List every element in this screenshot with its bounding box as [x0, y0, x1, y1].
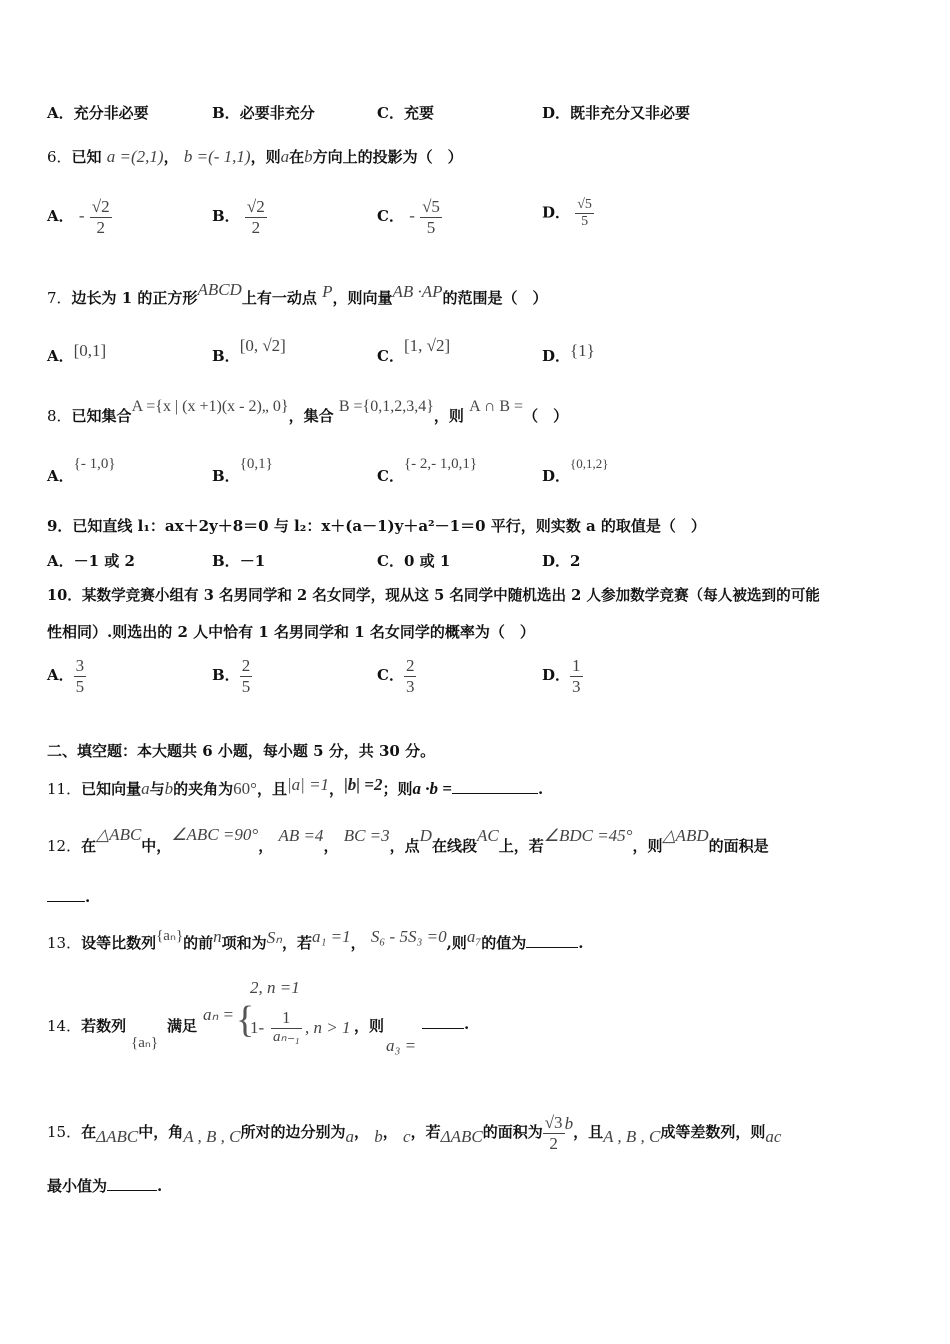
numerator: 3	[75, 656, 85, 675]
numerator: √2	[246, 197, 265, 216]
option-label: D．	[542, 347, 571, 365]
answer-blank[interactable]	[422, 1028, 464, 1029]
q9-option-c[interactable]	[377, 550, 450, 571]
option-value: [1, √2]	[403, 336, 451, 355]
q8-math: A ∩ B =	[469, 398, 524, 415]
q8-option-b[interactable]	[212, 456, 273, 486]
option-fraction	[420, 197, 442, 237]
case-fraction	[271, 1008, 302, 1046]
q12-text: 在线段	[431, 837, 477, 855]
question-13	[47, 927, 584, 953]
section-heading: 二、填空题：本大题共 6 小题，每小题 5 分，共 30 分。	[47, 742, 436, 760]
q15-math: ΔABC	[440, 1127, 483, 1147]
q13-text: ，	[350, 934, 366, 952]
denominator: 3	[572, 676, 581, 696]
numerator: √3	[544, 1113, 563, 1132]
option-label: B．	[212, 666, 240, 685]
q9-option-b[interactable]	[212, 550, 265, 571]
question-12	[47, 825, 769, 856]
q6-option-b[interactable]	[212, 197, 267, 237]
question-number: 8．	[47, 407, 72, 425]
q15-math: A , B , C	[183, 1127, 241, 1147]
q6-text: ，	[163, 148, 179, 166]
option-value: {0,1,2}	[570, 456, 609, 471]
q12-text: ，	[323, 837, 339, 855]
q8-math: B ={0,1,2,3,4}	[338, 398, 434, 415]
q15-math: ΔABC	[96, 1127, 139, 1147]
question-11	[47, 775, 544, 799]
option-fraction	[74, 656, 87, 696]
numerator: 2	[405, 656, 415, 675]
option-label: B．	[212, 347, 240, 365]
q15-fraction	[543, 1113, 565, 1153]
q12-math: D	[419, 826, 432, 845]
q12-text: 中，	[141, 837, 172, 855]
q12-math: AC	[476, 826, 499, 845]
option-label: D．	[542, 666, 571, 685]
q6-math: a	[280, 147, 290, 166]
option-text: 充分非必要	[73, 104, 149, 122]
q7-text: ，则向量	[332, 289, 393, 307]
q13-text: .	[578, 934, 584, 952]
q11-math: |b| =2	[344, 775, 383, 794]
q13-math: a₁ =1	[311, 927, 351, 946]
q7-option-d[interactable]	[542, 341, 595, 366]
q14-satisfies: 满足	[167, 1017, 198, 1035]
q15-text: ，	[354, 1123, 370, 1142]
q10-option-a[interactable]	[47, 656, 86, 696]
option-fraction	[240, 656, 253, 696]
denominator: 3	[405, 676, 415, 696]
numerator: √2	[91, 197, 110, 216]
q13-text: 设等比数列	[81, 934, 157, 952]
question-number: 6．	[47, 148, 72, 166]
q7-text: 边长为 1 的正方形	[71, 289, 198, 307]
option-value: {0,1}	[239, 456, 273, 472]
q14-case-2-post: , n > 1	[305, 1018, 351, 1037]
q5-option-d[interactable]	[542, 102, 690, 123]
q10-option-c[interactable]	[377, 656, 416, 696]
question-number: 11．	[47, 780, 82, 798]
numerator: 1	[271, 1008, 302, 1029]
option-text: 既非充分又非必要	[570, 104, 691, 122]
question-number: 7．	[47, 289, 72, 307]
minus-sign: -	[409, 206, 415, 226]
q12-math: ∠ABC =90°	[171, 825, 259, 844]
q14-then: ，则	[354, 1017, 385, 1035]
q14-case-1: 2, n =1	[250, 978, 300, 997]
option-fraction	[570, 656, 583, 696]
q13-math: {aₙ}	[156, 928, 184, 944]
option-label: A．	[47, 467, 74, 485]
option-label: A．	[47, 104, 74, 122]
q15-text: ，若	[410, 1123, 441, 1142]
q15-text: 在	[81, 1123, 97, 1142]
q15-text: ，且	[573, 1123, 604, 1142]
option-label: B．	[212, 104, 240, 122]
q6-text: 已知	[71, 148, 102, 166]
option-label: A．	[47, 552, 74, 570]
q15-text: 所对的边分别为	[240, 1123, 346, 1142]
q12-math: △ABD	[662, 826, 709, 845]
q5-option-c[interactable]	[377, 102, 434, 123]
q13-text: 的前	[183, 934, 214, 952]
q8-text: ，则	[433, 407, 464, 425]
option-label: B．	[212, 467, 240, 485]
q13-text: ，若	[281, 934, 312, 952]
option-fraction	[575, 197, 594, 230]
q13-math: n	[213, 927, 222, 946]
q7-option-a[interactable]	[47, 341, 107, 366]
q12-math: BC =3	[343, 826, 390, 845]
option-value: [0,1]	[73, 341, 107, 360]
q15-text: 成等差数列，则	[660, 1123, 766, 1142]
q7-text: 的范围是（ ）	[442, 289, 548, 307]
question-number: 15．	[47, 1123, 82, 1142]
q13-math: Sₙ	[266, 928, 282, 947]
q11-math: 60°	[233, 779, 257, 798]
q11-text: ，且	[256, 780, 287, 798]
denominator: 5	[75, 676, 85, 696]
q15-text: 中，角	[138, 1123, 184, 1142]
q11-math: b	[164, 779, 174, 798]
option-value: {- 1,0}	[73, 456, 116, 472]
question-10-line-2: 性相同）.则选出的 2 人中恰有 1 名男同学和 1 名女同学的概率为（ ）	[47, 623, 535, 641]
q5-option-a[interactable]	[47, 102, 149, 123]
q12-text: ，点	[389, 837, 420, 855]
q11-math: |a| =1	[286, 775, 330, 794]
option-label: D．	[542, 203, 571, 222]
option-text: 充要	[403, 104, 434, 122]
q8-text: ，集合	[288, 407, 334, 425]
question-number: 14．	[47, 1017, 82, 1035]
q8-text: 已知集合	[71, 407, 132, 425]
q12-text: ，	[258, 837, 274, 855]
q12-text: 上，若	[498, 837, 544, 855]
option-value: 2	[570, 552, 581, 570]
denominator: 2	[251, 217, 261, 237]
q14-text: 若数列	[81, 1017, 127, 1035]
q6-math: b =(- 1,1)	[183, 147, 251, 166]
option-label: A．	[47, 207, 74, 226]
option-label: C．	[377, 207, 404, 226]
denominator: 5	[241, 676, 251, 696]
q11-math: a	[141, 779, 150, 798]
q11-text: ，	[329, 780, 345, 798]
option-label: C．	[377, 666, 404, 685]
q15-text: 最小值为	[47, 1177, 108, 1195]
q14-text: .	[464, 1015, 470, 1033]
q12-math: △ABC	[96, 825, 142, 844]
denominator: 2	[96, 217, 105, 237]
option-label: D．	[542, 552, 571, 570]
q11-text: ；则	[382, 780, 413, 798]
q14-a3: a₃ =	[386, 1036, 417, 1055]
q7-text: 上有一动点	[241, 289, 317, 307]
question-15-line-2	[47, 1175, 162, 1196]
q6-option-a[interactable]	[47, 197, 112, 237]
q11-text: 的夹角为	[173, 780, 234, 798]
q13-text: 的值为	[481, 934, 527, 952]
option-value: 0 或 1	[403, 552, 451, 570]
option-label: C．	[377, 104, 404, 122]
denominator: 5	[581, 214, 589, 230]
q12-math: AB =4	[278, 826, 324, 845]
q14-blank-line	[422, 1015, 469, 1033]
answer-blank[interactable]	[452, 793, 538, 794]
q15-math: c	[403, 1127, 411, 1147]
option-label: C．	[377, 552, 404, 570]
numerator: 2	[241, 656, 251, 675]
option-text: 必要非充分	[239, 104, 315, 122]
option-value: －1	[239, 552, 266, 570]
option-label: A．	[47, 666, 74, 685]
q14-brace: {	[236, 999, 255, 1041]
q13-math: a₇	[466, 927, 482, 946]
q11-math: a ·b =	[412, 779, 452, 798]
q10-option-b[interactable]	[212, 656, 252, 696]
option-label: A．	[47, 347, 74, 365]
q14-case-2-pre: 1-	[250, 1018, 265, 1037]
q14-sequence-symbol: {aₙ}	[131, 1035, 159, 1051]
question-14	[47, 1015, 126, 1036]
question-number: 12．	[47, 837, 82, 855]
q7-math: P	[322, 282, 333, 301]
q6-option-d[interactable]	[542, 197, 594, 230]
q15-math: b	[564, 1114, 574, 1134]
question-number: 13．	[47, 934, 82, 952]
question-12-blank-line	[47, 888, 90, 906]
option-fraction	[404, 656, 417, 696]
q12-math: ∠BDC =45°	[543, 826, 633, 845]
question-9: 9．已知直线 l₁：ax＋2y＋8＝0 与 l₂：x＋(a－1)y＋a²－1＝0 平行，则实数 a 的取值是（ ）	[47, 517, 706, 535]
q13-text: 项和为	[221, 934, 267, 952]
q8-option-d[interactable]	[542, 456, 609, 486]
option-value: {- 2,- 1,0,1}	[403, 456, 478, 472]
q5-option-b[interactable]	[212, 102, 315, 123]
q6-text: 方向上的投影为（ ）	[312, 148, 463, 166]
q14-case-2-frac	[271, 1008, 302, 1046]
q13-text: ,则	[446, 934, 467, 952]
option-value: [0, √2]	[239, 336, 286, 355]
q7-option-b[interactable]	[212, 336, 286, 366]
option-label: B．	[212, 552, 240, 570]
minus-sign: -	[78, 206, 85, 226]
q9-option-a[interactable]	[47, 550, 135, 571]
q11-text: .	[537, 780, 544, 798]
denominator: aₙ₋₁	[273, 1028, 300, 1045]
q12-text: 的面积是	[708, 837, 769, 855]
option-label: C．	[377, 347, 404, 365]
q15-text: 的面积为	[482, 1123, 543, 1142]
q9-option-d[interactable]	[542, 550, 580, 571]
question-10-line-1: 10．某数学竞赛小组有 3 名男同学和 2 名女同学，现从这 5 名同学中随机选出 2 人参加数学竞赛（每人被选到的可能	[47, 587, 820, 604]
numerator: √5	[422, 197, 440, 216]
q15-text: ，	[382, 1123, 398, 1142]
question-8	[47, 398, 569, 426]
q12-text: 在	[81, 837, 97, 855]
option-fraction	[245, 197, 267, 237]
q15-math: b	[374, 1127, 383, 1147]
q6-text: ，则	[250, 148, 281, 166]
q7-option-c[interactable]	[377, 336, 451, 366]
question-6	[47, 146, 463, 167]
q12-text: .	[85, 888, 91, 906]
answer-blank[interactable]	[526, 947, 578, 948]
numerator: 1	[572, 656, 581, 675]
q6-text: 在	[289, 148, 305, 166]
q12-text: ，则	[632, 837, 663, 855]
q15-math: a	[345, 1127, 355, 1147]
option-label: D．	[542, 104, 571, 122]
q8-option-c[interactable]	[377, 456, 478, 486]
question-15	[47, 1113, 781, 1153]
option-value: －1 或 2	[73, 552, 135, 570]
q6-option-c[interactable]	[377, 197, 442, 237]
q6-math: b	[304, 147, 313, 166]
option-label: B．	[212, 207, 240, 226]
q11-text: 已知向量	[81, 780, 142, 798]
q8-text: （ ）	[523, 407, 569, 425]
q13-math: S₆ - 5S₃ =0	[370, 927, 447, 946]
q7-math: AB ·AP	[392, 282, 443, 301]
q6-math: a =(2,1)	[106, 147, 164, 166]
q8-math: A ={x | (x +1)(x - 2)„ 0}	[131, 398, 289, 415]
answer-blank[interactable]	[47, 901, 85, 902]
option-label: C．	[377, 467, 404, 485]
q7-math: ABCD	[197, 280, 242, 299]
question-7	[47, 280, 548, 308]
q15-math: A , B , C	[603, 1127, 661, 1147]
option-value: {1}	[570, 341, 595, 360]
answer-blank[interactable]	[107, 1190, 157, 1191]
option-label: D．	[542, 467, 571, 485]
q15-math: ac	[765, 1127, 782, 1147]
q14-an-eq: aₙ =	[203, 1005, 234, 1024]
numerator: √5	[575, 197, 594, 214]
q8-option-a[interactable]	[47, 456, 116, 486]
denominator: 5	[426, 217, 436, 237]
denominator: 2	[549, 1133, 558, 1153]
q10-option-d[interactable]	[542, 656, 583, 696]
q15-text: .	[157, 1177, 163, 1195]
option-fraction	[90, 197, 112, 237]
q11-text: 与	[149, 780, 165, 798]
